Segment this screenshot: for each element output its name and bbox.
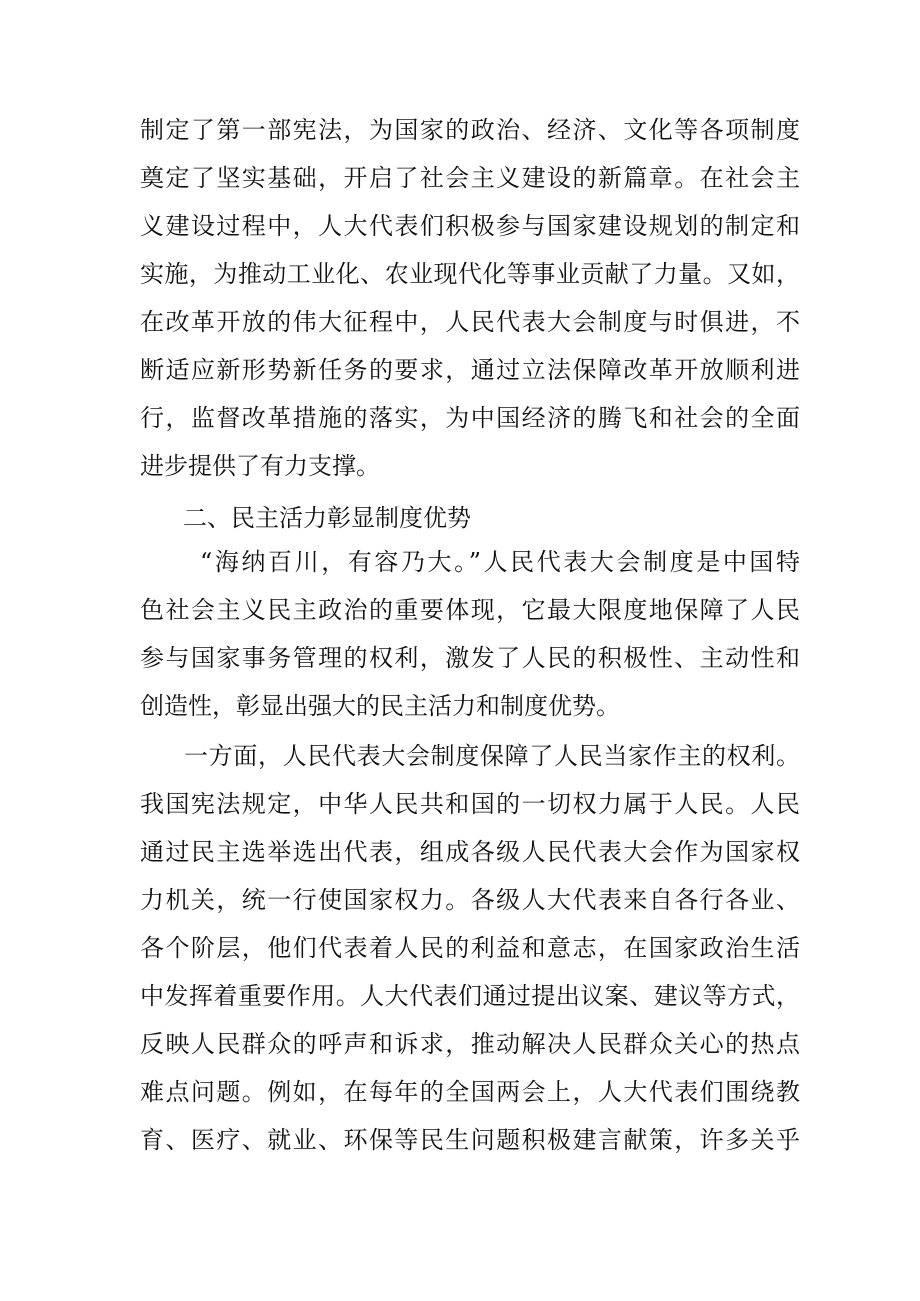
- paragraph-line: 各个阶层，他们代表着人民的利益和意志，在国家政治生活: [140, 934, 800, 962]
- paragraph-line: 进步提供了有力支撑。: [140, 452, 380, 480]
- paragraph-line: “海纳百川，有容乃大。”人民代表大会制度是中国特: [200, 548, 800, 576]
- paragraph-line: 参与国家事务管理的权利，激发了人民的积极性、主动性和: [140, 644, 800, 672]
- paragraph-line: 反映人民群众的呼声和诉求，推动解决人民群众关心的热点: [140, 1030, 800, 1058]
- paragraph-line: 创造性，彰显出强大的民主活力和制度优势。: [140, 692, 620, 720]
- paragraph-line: 行，监督改革措施的落实，为中国经济的腾飞和社会的全面: [140, 404, 800, 432]
- paragraph-line: 通过民主选举选出代表，组成各级人民代表大会作为国家权: [140, 838, 800, 866]
- paragraph-line: 难点问题。例如，在每年的全国两会上，人大代表们围绕教: [140, 1078, 800, 1106]
- paragraph-line: 奠定了坚实基础，开启了社会主义建设的新篇章。在社会主: [140, 164, 800, 192]
- paragraph-line: 实施，为推动工业化、农业现代化等事业贡献了力量。又如，: [140, 260, 800, 288]
- paragraph-line: 育、医疗、就业、环保等民生问题积极建言献策，许多关乎: [140, 1126, 800, 1154]
- paragraph-line: 我国宪法规定，中华人民共和国的一切权力属于人民。人民: [140, 790, 800, 818]
- paragraph-line: 力机关，统一行使国家权力。各级人大代表来自各行各业、: [140, 886, 800, 914]
- paragraph-line: 中发挥着重要作用。人大代表们通过提出议案、建议等方式，: [140, 982, 800, 1010]
- section-heading: 二、民主活力彰显制度优势: [183, 504, 471, 532]
- paragraph-line: 在改革开放的伟大征程中，人民代表大会制度与时俱进，不: [140, 308, 800, 336]
- paragraph-line: 制定了第一部宪法，为国家的政治、经济、文化等各项制度: [140, 116, 800, 144]
- paragraph-line: 色社会主义民主政治的重要体现，它最大限度地保障了人民: [140, 596, 800, 624]
- paragraph-line: 一方面，人民代表大会制度保障了人民当家作主的权利。: [184, 742, 800, 770]
- paragraph-line: 义建设过程中，人大代表们积极参与国家建设规划的制定和: [140, 212, 800, 240]
- paragraph-line: 断适应新形势新任务的要求，通过立法保障改革开放顺利进: [140, 356, 800, 384]
